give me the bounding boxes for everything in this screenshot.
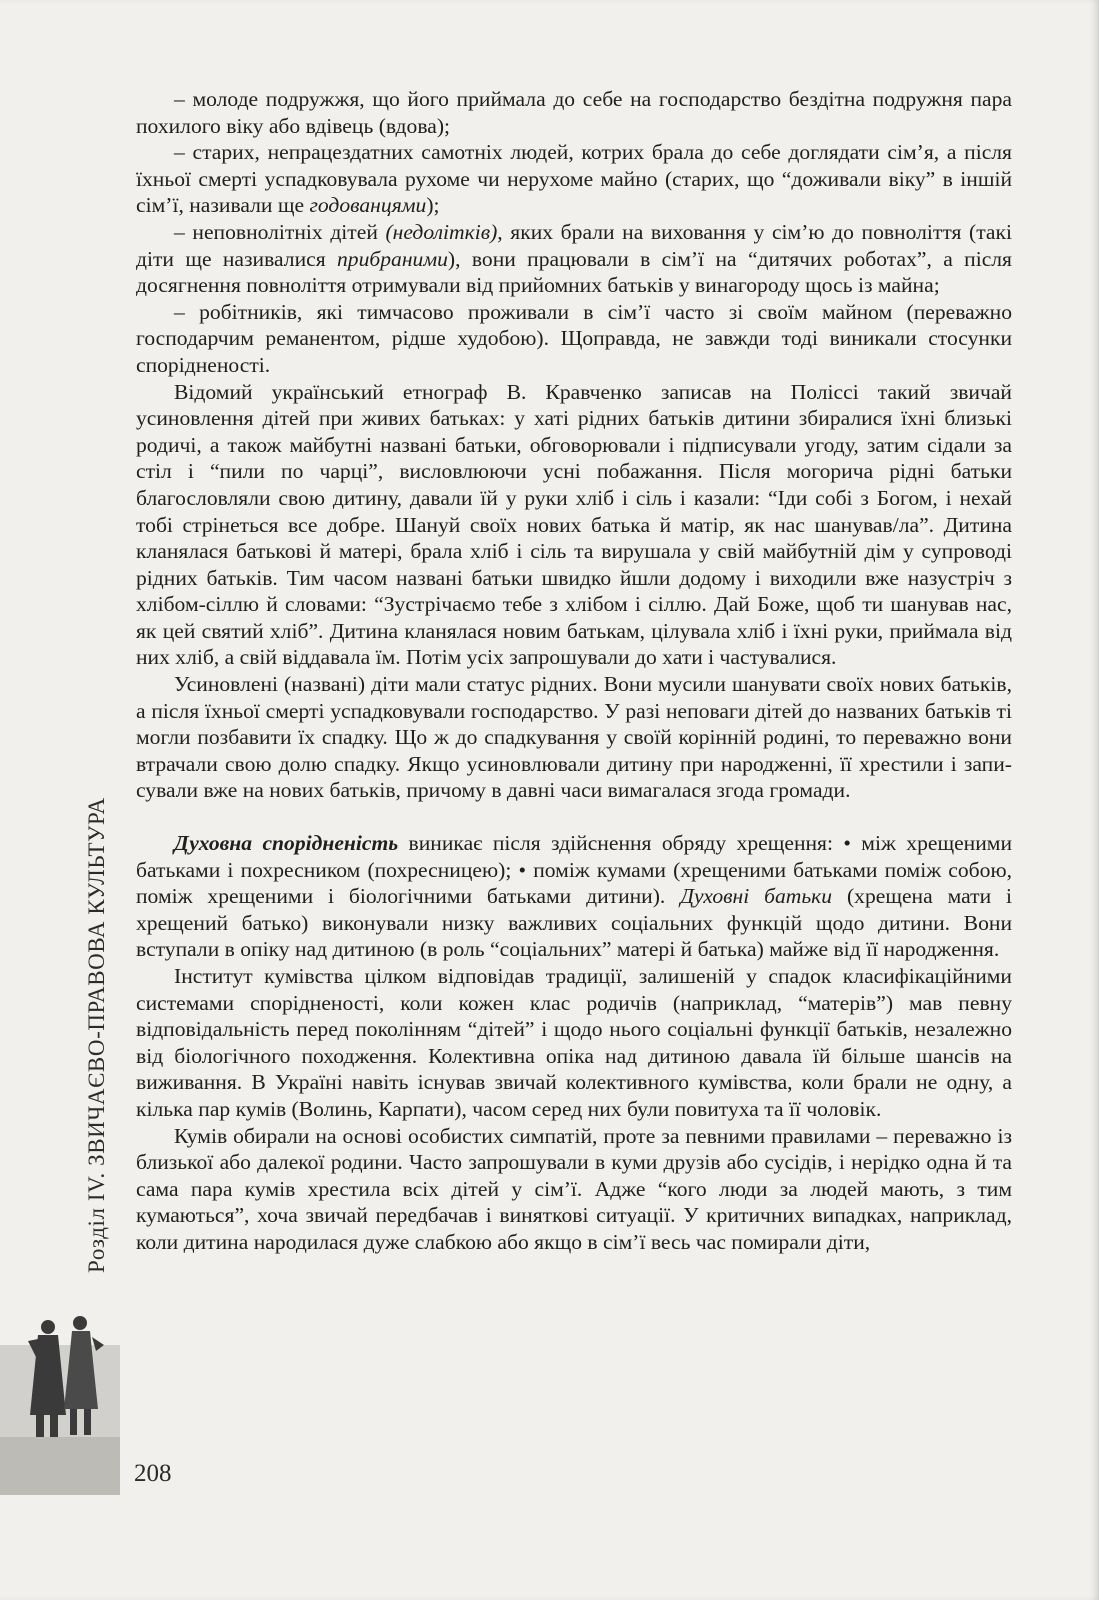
section-title: Розділ IV. ЗВИЧАЄВО-ПРАВОВА КУЛЬТУРА: [84, 797, 109, 1273]
paragraph: – робітників, які тимчасово проживали в сім’ї часто зі своїм майном (переважно господарчим реманентом, рідше худобою). Щоправда, не завжди тоді виникали стосунки спорідненості.: [136, 299, 1012, 377]
paragraph: Духовна спорідненість виникає після здійснення обряду хрещення: • між хрещеними батьками і похресником (похресницею); • поміж кумами (хрещеними батьками поміж собою, поміж хрещеними і біологічними батьками дитини). Духовні батьки (хрещена мати і хрещений батько) виконували низку важливих соціальних функцій щодо дитини. Вони вступали в опіку над дитиною (в роль “соціальних” матері й батька) майже від її народження.: [136, 831, 1013, 962]
paragraph: Відомий український етнограф В. Кравченко записав на Поліссі такий звичай усиновлення дітей при живих батьках: у хаті рідних батьків дитини збиралися їхні близькі родичі, а також майбутні названі батьки, обговорювали і підписували угоду, затим сідали за стіл і “пили по чарці”, висловлюючи усні побажання. Після могорича рідні батьки благословляли свою дитину, давали їй у руки хліб і сіль і казали: “Іди собі з Богом, і нехай тобі стрінеться все добре. Шануй своїх нових батька й матір, як нас шанував/ла”. Дитина кланялася батькові й матері, брала хліб і сіль та вирушала у свій майбутній дім у супроводі рідних батьків. Тим часом названі батьки швидко йшли додому і виходили вже назустріч з хлібом-сіллю й словами: “Зустрічаємо тебе з хлібом і сіллю. Дай Боже, щоб ти шанував нас, як цей святий хліб”. Дитина кланялася новим батькам, цілувала хліб і їхні руки, приймала від них хліб, а свій віддавала їм. Потім усіх запрошували до хати і частувалися.: [136, 379, 1012, 670]
paragraph: – старих, непрацездатних самотніх людей, котрих брала до себе доглядати сім’я, а після їхньої смерті успадковувала рухоме чи нерухоме майно (старих, що “доживали віку” в іншій сім’ї, називали ще годованцями);: [136, 140, 1012, 218]
main-text: [136, 86, 1012, 1256]
paragraph: Усиновлені (названі) діти мали статус рідних. Вони мусили шанувати своїх нових батьків, а після їхньої смерті успадковували господарство. У разі неповаги дітей до названих батьків ті могли позбавити їх спадку. Що ж до спадкування у своїй корінній родині, то переважно вони втрачали свою долю спадку. Якщо усиновлювали дитину при народженні, її хрестили і записували вже на нових батьків, причому в давні часи вимагалася згода громади.: [136, 672, 1012, 803]
paragraph: – молоде подружжя, що його приймала до себе на господарство бездітна подружня пара похилого віку або вдівець (вдова);: [136, 87, 1012, 138]
paragraph: Інститут кумівства цілком відповідав традиції, залишеній у спадок класифікаційними системами спорідненості, коли кожен клас родичів (наприклад, “матерів”) мав певну відповідальність перед поколінням “дітей” і щодо нього соціальні функції батьків, незалежно від біологічного походження. Колективна опіка над дитиною давала їй більше шансів на виживання. В Україні навіть існував звичай колективного кумівства, коли брали не одну, а кілька пар кумів (Волинь, Карпати), часом серед них були повитуха та її чоловік.: [136, 964, 1012, 1121]
sidebar: [0, 0, 120, 1600]
paragraph: – неповнолітніх дітей (недолітків), яких брали на виховання у сім’ю до повноліття (такі діти ще називалися прибраними), вони працювали в сім’ї на “дитячих роботах”, а після досягнення повноліття отримували від прийомних батьків у винагороду щось із майна;: [136, 219, 1012, 298]
folk-figures-image: [0, 1305, 120, 1495]
page-number: 208: [134, 1460, 172, 1487]
paragraph: Кумів обирали на основі особистих симпатій, проте за певними правилами – переважно із близької або далекої родини. Часто запрошували в куми друзів або сусідів, і нерідко одна й та сама пара кумів хрестила всіх дітей у сім’ї. Адже “кого люди за людей мають, з тим кумаються”, хоча звичай передбачав і виняткові ситуації. У критичних випадках, наприклад, коли дитина народилася дуже слабкою або якщо в сім’ї весь час помирали діти,: [136, 1123, 1012, 1254]
